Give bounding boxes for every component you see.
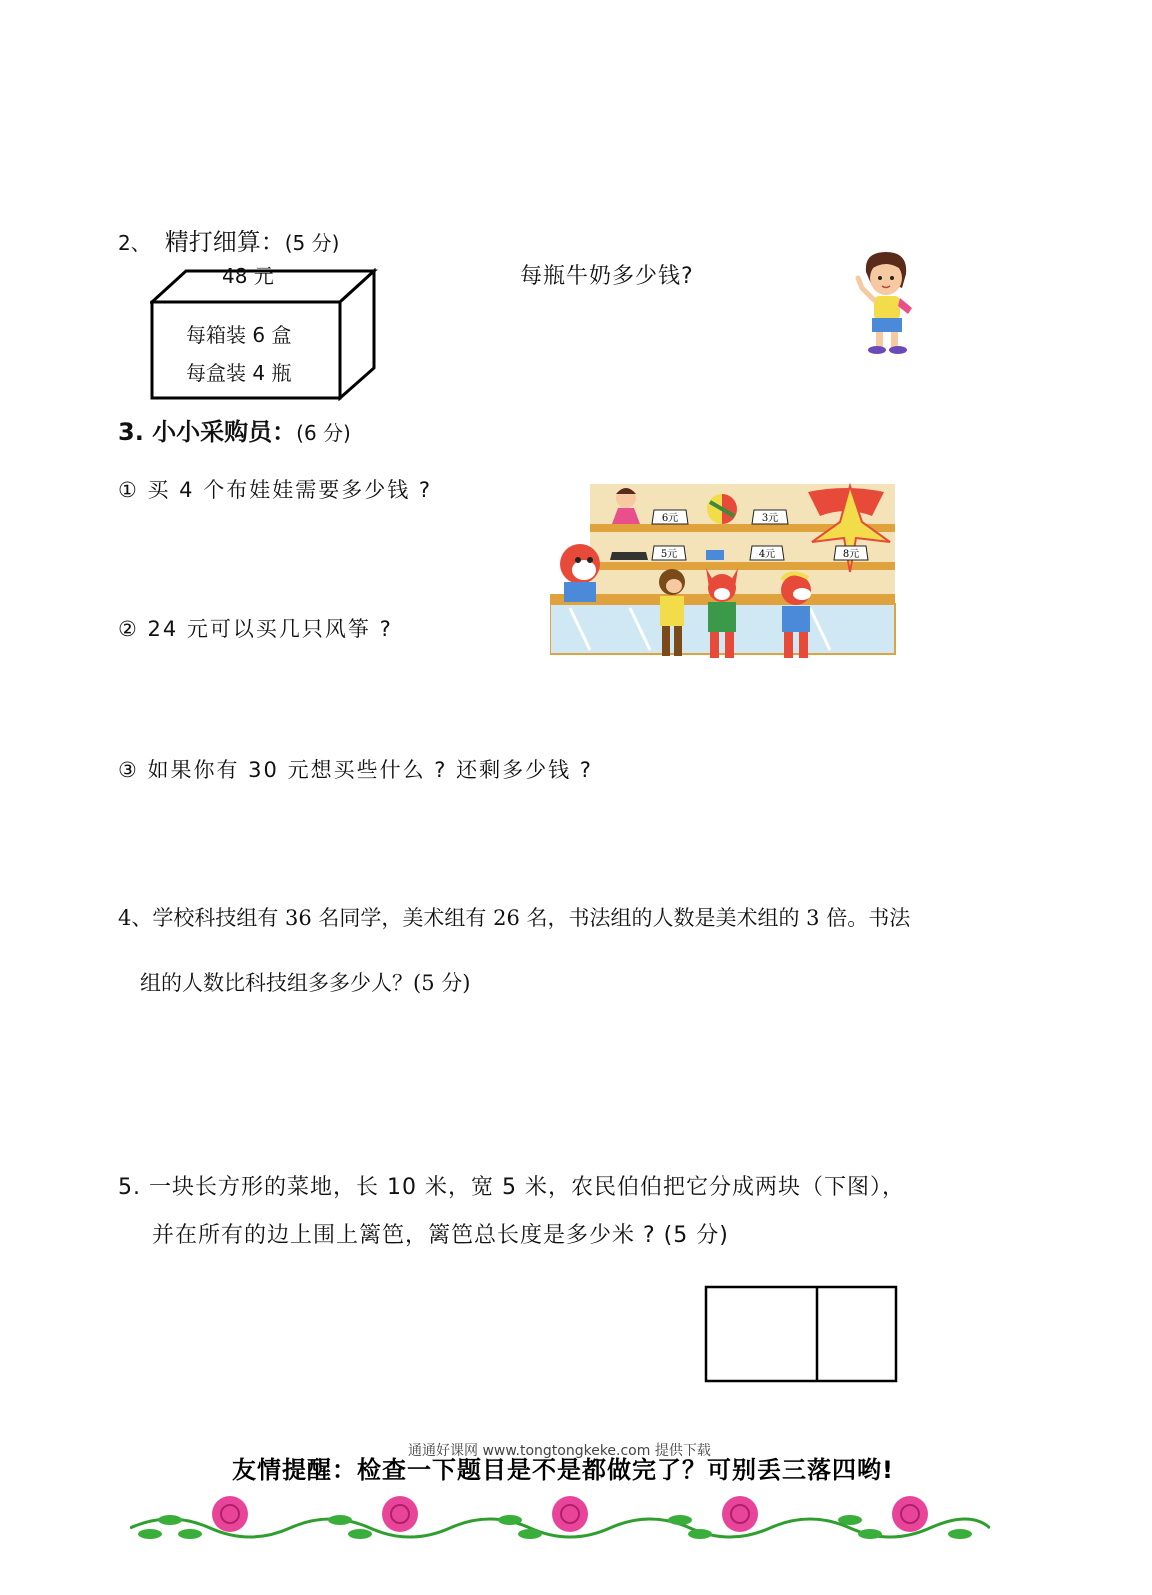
toy-shop-illustration [550, 482, 898, 672]
question-3-part-1: ① 买 4 个布娃娃需要多少钱 ? [118, 478, 433, 502]
download-watermark: 通通好课网 www.tongtongkeke.com 提供下载 [408, 1443, 711, 1459]
question-5-line-1: 5. 一块长方形的菜地，长 10 米，宽 5 米，农民伯伯把它分成两块（下图）， [118, 1175, 905, 1200]
rose-border-decoration [130, 1490, 990, 1546]
field-outline [706, 1287, 896, 1381]
vegetable-field-diagram [704, 1285, 900, 1385]
friendly-reminder: 友情提醒：检查一下题目是不是都做完了？可别丢三落四哟! [232, 1456, 894, 1484]
question-5-line-2: 并在所有的边上围上篱笆，篱笆总长度是多少米 ? (5 分) [152, 1223, 729, 1248]
question-3-part-3: ③ 如果你有 30 元想买些什么 ? 还剩多少钱 ? [118, 758, 593, 782]
girl-illustration [852, 248, 922, 358]
milk-question: 每瓶牛奶多少钱? [520, 264, 694, 289]
price-tag-4 [750, 546, 784, 560]
price-tag-4-text: 4元 [758, 549, 776, 560]
question-3-title [118, 412, 351, 447]
price-tag-3 [752, 510, 788, 524]
box-boxes-per-case: 每箱装 6 盒 [186, 323, 292, 347]
question-2-score: (5 分) [284, 231, 340, 255]
box-bottles-per-box: 每盒装 4 瓶 [186, 361, 292, 385]
price-tag-6-text: 6元 [661, 513, 679, 524]
question-2-heading: 精打细算： [164, 228, 285, 256]
price-tag-5-text: 5元 [660, 549, 678, 560]
box-price-label: 48 元 [222, 264, 274, 288]
question-3-part-2: ② 24 元可以买几只风筝 ? [118, 617, 393, 641]
question-2-number: 2、 [118, 231, 151, 255]
question-2-title [118, 222, 339, 257]
price-tag-8 [834, 546, 868, 560]
question-4-line-2: 组的人数比科技组多多少人？(5 分) [140, 971, 471, 995]
price-tag-3-text: 3元 [761, 513, 779, 524]
price-tag-8-text: 8元 [842, 549, 860, 560]
price-tag-6 [652, 510, 688, 524]
question-3-score: (6 分) [296, 421, 351, 445]
price-tag-5 [652, 546, 686, 560]
question-4-line-1: 4、学校科技组有 36 名同学，美术组有 26 名，书法组的人数是美术组的 3 倍。书法 [118, 906, 911, 930]
question-3-heading: 3. 小小采购员： [118, 418, 297, 446]
